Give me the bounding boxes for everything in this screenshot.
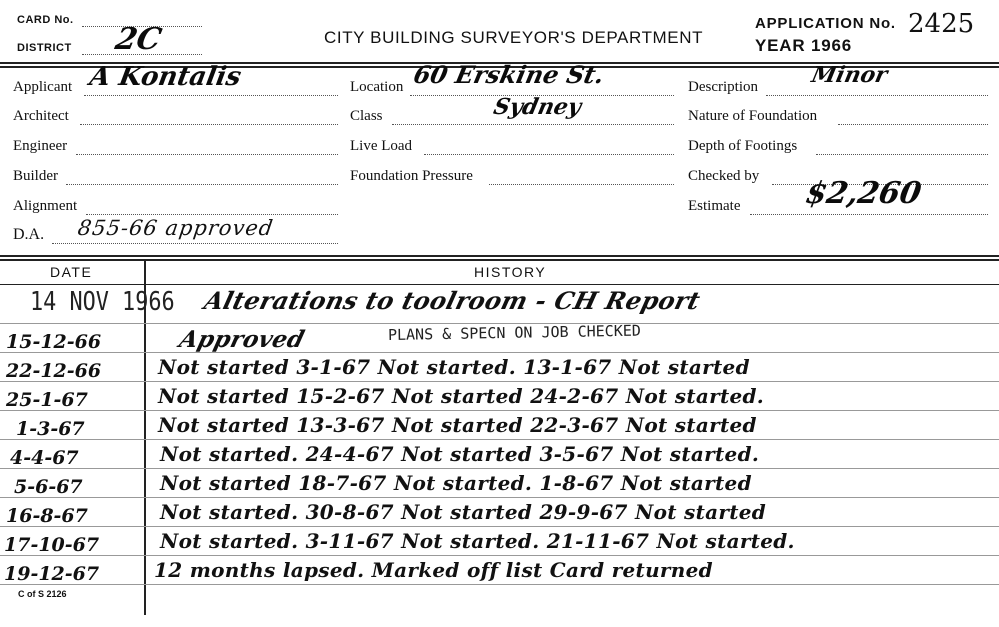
- history-row-date: 25-1-67: [6, 389, 88, 411]
- nature-of-foundation-line: [838, 124, 988, 125]
- estimate-label: Estimate: [688, 198, 741, 214]
- live-load-line: [424, 154, 674, 155]
- history-header-rule: [0, 284, 999, 285]
- da-value: 855-66 approved: [76, 216, 276, 240]
- history-row-date: 22-12-66: [6, 360, 102, 382]
- date-column-header: DATE: [50, 264, 93, 280]
- form-code: C of S 2126: [18, 589, 67, 599]
- applicant-line: [84, 95, 338, 96]
- department-title: CITY BUILDING SURVEYOR'S DEPARTMENT: [324, 28, 704, 47]
- class-line: [392, 124, 674, 125]
- history-row-entry: 12 months lapsed. Marked off list Card returned: [154, 558, 713, 582]
- history-column-header: HISTORY: [474, 264, 547, 280]
- estimate-value: $2,260: [802, 176, 924, 211]
- row-line: [0, 497, 999, 498]
- history-row-entry: Not started. 3-11-67 Not started. 21-11-67 Not started.: [160, 529, 795, 553]
- class-value: Sydney: [491, 94, 584, 120]
- history-row-entry: Not started. 30-8-67 Not started 29-9-67 Not started: [160, 500, 767, 524]
- da-line: [52, 243, 338, 244]
- description-line: [766, 95, 988, 96]
- history-rule-top: [0, 255, 999, 257]
- depth-of-footings-line: [816, 154, 988, 155]
- history-row-date: 17-10-67: [4, 534, 100, 556]
- engineer-label: Engineer: [13, 138, 68, 154]
- description-label: Description: [688, 79, 758, 95]
- history-row-entry: Not started 3-1-67 Not started. 13-1-67 Not started: [158, 355, 750, 379]
- history-row-date: 16-8-67: [6, 505, 88, 527]
- da-label: D.A.: [13, 226, 45, 243]
- checked-by-label: Checked by: [688, 168, 760, 184]
- row-line: [0, 323, 999, 324]
- live-load-label: Live Load: [350, 138, 413, 154]
- district-value: 2C: [112, 22, 165, 57]
- nature-of-foundation-label: Nature of Foundation: [688, 108, 818, 124]
- row-line: [0, 584, 999, 585]
- year-label: YEAR 1966: [755, 36, 852, 55]
- applicant-value: A Kontalis: [87, 62, 244, 92]
- location-label: Location: [350, 79, 404, 95]
- history-row-date: 5-6-67: [14, 476, 83, 498]
- row-line: [0, 439, 999, 440]
- row-line: [0, 468, 999, 469]
- application-label: APPLICATION No.: [755, 15, 896, 32]
- foundation-pressure-label: Foundation Pressure: [350, 168, 473, 184]
- depth-of-footings-label: Depth of Footings: [688, 138, 798, 154]
- history-row-entry: Not started 13-3-67 Not started 22-3-67 Not started: [158, 413, 757, 437]
- description-value: Minor: [809, 62, 890, 88]
- class-label: Class: [350, 108, 383, 124]
- builder-label: Builder: [13, 168, 58, 184]
- history-row-entry: Not started 18-7-67 Not started. 1-8-67 Not started: [160, 471, 752, 495]
- plans-checked-stamp: PLANS & SPECN ON JOB CHECKED: [387, 321, 641, 344]
- foundation-pressure-line: [489, 184, 674, 185]
- history-row-date: 19-12-67: [4, 563, 100, 585]
- alignment-line: [86, 214, 338, 215]
- history-row-entry: Not started. 24-4-67 Not started 3-5-67 Not started.: [160, 442, 760, 466]
- architect-line: [80, 124, 338, 125]
- district-label: DISTRICT: [17, 42, 72, 54]
- first-date-stamp: 14 NOV 1966: [30, 287, 175, 317]
- row-line: [0, 381, 999, 382]
- row-line: [0, 526, 999, 527]
- row-line: [0, 555, 999, 556]
- row-line: [0, 352, 999, 353]
- application-number: 2425: [908, 9, 975, 39]
- engineer-line: [76, 154, 338, 155]
- history-row-date: 15-12-66: [6, 331, 102, 353]
- history-row-entry: Approved: [176, 326, 308, 353]
- location-value: 60 Erskine St.: [410, 60, 607, 89]
- architect-label: Architect: [13, 108, 69, 124]
- row-line: [0, 410, 999, 411]
- history-row-entry: Not started 15-2-67 Not started 24-2-67 Not started.: [158, 384, 765, 408]
- estimate-line: [750, 214, 988, 215]
- builder-line: [66, 184, 338, 185]
- history-rule-bottom: [0, 259, 999, 261]
- first-history-entry: Alterations to toolroom - CH Report: [201, 286, 704, 315]
- applicant-label: Applicant: [13, 79, 73, 95]
- history-row-date: 1-3-67: [16, 418, 85, 440]
- card-no-label: CARD No.: [17, 14, 74, 26]
- alignment-label: Alignment: [13, 198, 78, 214]
- history-row-date: 4-4-67: [10, 447, 79, 469]
